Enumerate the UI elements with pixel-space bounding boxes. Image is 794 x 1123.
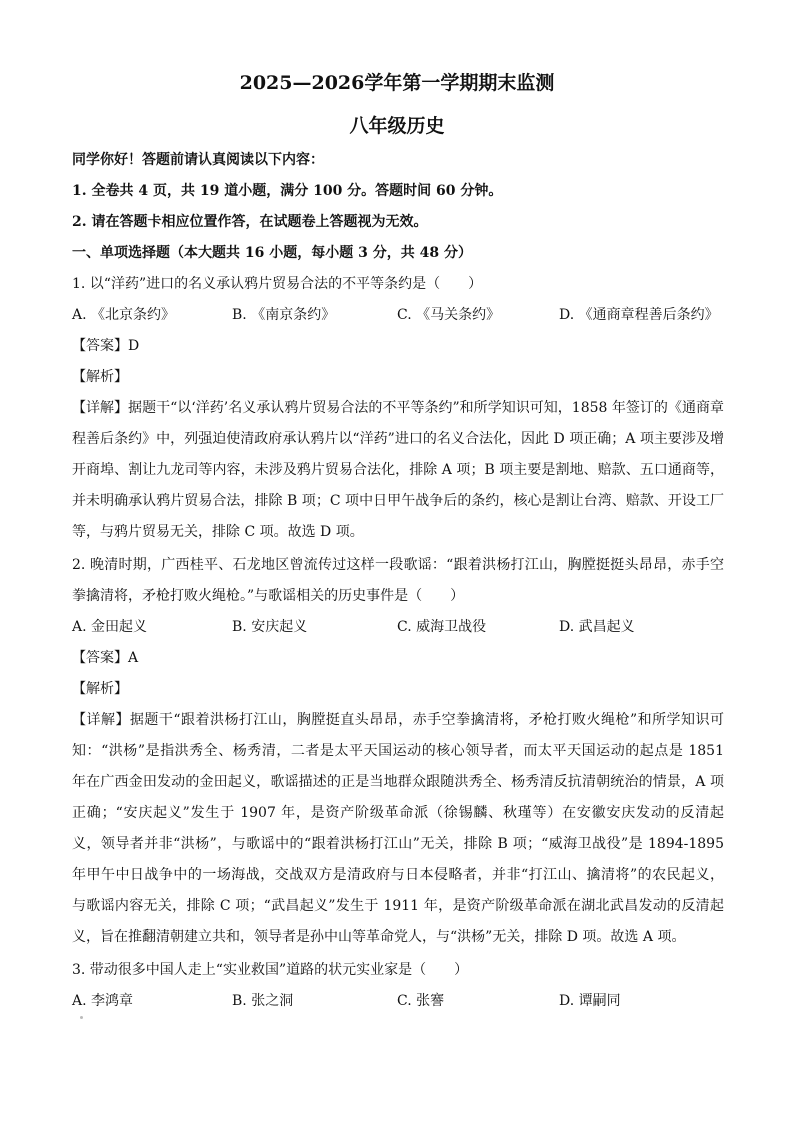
question-1-stem: 1. 以“洋药”进口的名义承认鸦片贸易合法的不平等条约是（ ）	[72, 276, 483, 292]
q2-detail-line: 与歌谣内容无关，排除 C 项；“武昌起义”发生于 1911 年，是资产阶级革命派在湖北武昌发动的反清起	[72, 898, 724, 914]
q3-option-d: D. 谭嗣同	[559, 993, 621, 1009]
question-2-stem: 拳擒清将，矛枪打败火绳枪。”与歌谣相关的历史事件是（ ）	[72, 588, 465, 604]
q2-detail-line: 义，领导者并非“洪杨”，与歌谣中的“跟着洪杨打江山”无关，排除 B 项；“威海卫战役”是 1894-1895	[72, 836, 724, 852]
q1-option-c: C. 《马关条约》	[397, 307, 501, 323]
q2-detail-line: 知：“洪杨”是指洪秀全、杨秀清，二者是太平天国运动的核心领导者，而太平天国运动的起点是 1851	[72, 743, 724, 759]
question-3-options	[72, 991, 724, 1011]
q1-detail-line: 程善后条约》中，列强迫使清政府承认鸦片以“洋药”进口的名义合法化，因此 D 项正确；A 项主要涉及增	[72, 431, 724, 447]
q1-analysis-label: 【解析】	[72, 369, 128, 385]
q2-option-c: C. 威海卫战役	[397, 619, 487, 635]
q2-option-a: A. 金田起义	[72, 619, 148, 635]
q1-option-a: A. 《北京条约》	[72, 307, 176, 323]
question-2-options	[72, 617, 724, 637]
q2-detail-line: 义，旨在推翻清朝建立共和，领导者是孙中山等革命党人，与“洪杨”无关，排除 D 项。故选 A 项。	[72, 929, 686, 945]
exam-title: 2025—2026学年第一学期期末监测	[239, 72, 555, 94]
q1-answer: 【答案】D	[72, 338, 140, 354]
question-1-options	[72, 305, 724, 325]
question-3-stem: 3. 带动很多中国人走上“实业救国”道路的状元实业家是（ ）	[72, 962, 469, 978]
scan-speck	[80, 1016, 83, 1019]
q2-detail-line: 年甲午中日战争中的一场海战，交战双方是清政府与日本侵略者，并非“打江山、擒清将”的农民起义，	[72, 867, 724, 883]
q2-detail-line: 年在广西金田发动的金田起义，歌谣描述的正是当地群众跟随洪秀全、杨秀清反抗清朝统治的情景，A 项	[72, 774, 724, 790]
q2-answer: 【答案】A	[72, 650, 139, 666]
instruction-item-1: 1. 全卷共 4 页，共 19 道小题，满分 100 分。答题时间 60 分钟。	[72, 183, 503, 199]
q1-option-d: D. 《通商章程善后条约》	[559, 307, 719, 323]
q2-detail-line: 正确；“安庆起义”发生于 1907 年，是资产阶级革命派（徐锡麟、秋瑾等）在安徽安庆发动的反清起	[72, 805, 724, 821]
question-2-stem: 2. 晚清时期，广西桂平、石龙地区曾流传过这样一段歌谣：“跟着洪杨打江山，胸膛挺挺头昂昂，赤手空	[72, 557, 724, 573]
q1-option-b: B. 《南京条约》	[232, 307, 336, 323]
q1-detail-line: 并未明确承认鸦片贸易合法，排除 B 项；C 项中日甲午战争后的条约，核心是割让台湾、赔款、开设工厂	[72, 493, 724, 509]
q2-option-b: B. 安庆起义	[232, 619, 308, 635]
q1-detail-line: 等，与鸦片贸易无关，排除 C 项。故选 D 项。	[72, 524, 364, 540]
instructions-greeting: 同学你好！答题前请认真阅读以下内容：	[72, 152, 324, 168]
q1-detail-line: 开商埠、割让九龙司等内容，未涉及鸦片贸易合法化，排除 A 项；B 项主要是割地、赔款、五口通商等，	[72, 462, 724, 478]
instruction-item-2: 2. 请在答题卡相应位置作答，在试题卷上答题视为无效。	[72, 214, 428, 230]
q3-option-c: C. 张謇	[397, 993, 445, 1009]
q2-detail-line: 【详解】据题干“跟着洪杨打江山，胸膛挺直头昂昂，赤手空拳擒清将，矛枪打败火绳枪”和所学知识可	[72, 712, 724, 728]
q2-analysis-label: 【解析】	[72, 681, 128, 697]
exam-subtitle: 八年级历史	[349, 115, 445, 137]
q3-option-b: B. 张之洞	[232, 993, 294, 1009]
q3-option-a: A. 李鸿章	[72, 993, 134, 1009]
q2-option-d: D. 武昌起义	[559, 619, 635, 635]
section-heading: 一、单项选择题（本大题共 16 小题，每小题 3 分，共 48 分）	[72, 245, 472, 261]
q1-detail-line: 【详解】据题干“以‘洋药’名义承认鸦片贸易合法的不平等条约”和所学知识可知，1858 年签订的《通商章	[72, 400, 724, 416]
